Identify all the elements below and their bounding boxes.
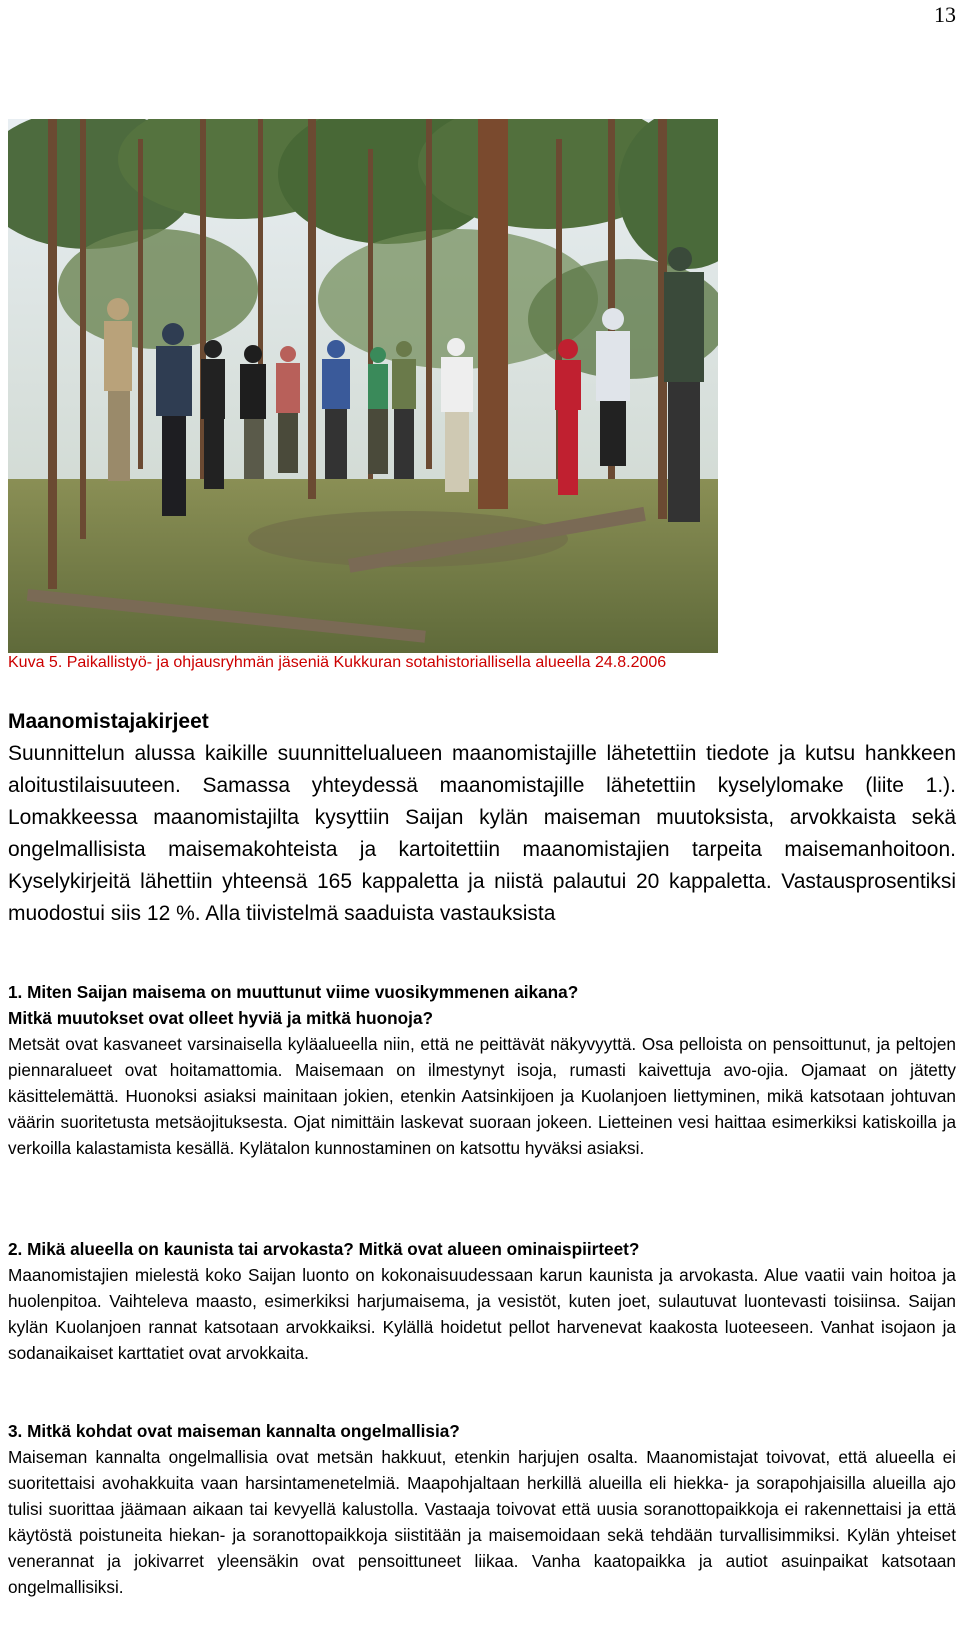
question-3: 3. Mitkä kohdat ovat maiseman kannalta ongelmallisia?: [8, 1421, 460, 1441]
question-block-2: [8, 1236, 956, 1366]
question-1-sub: Mitkä muutokset ovat olleet hyviä ja mitkä huonoja?: [8, 1008, 434, 1028]
section-heading: Maanomistajakirjeet: [8, 710, 209, 733]
question-2: 2. Mikä alueella on kaunista tai arvokasta? Mitkä ovat alueen ominaispiirteet?: [8, 1239, 640, 1259]
intro-section: [8, 706, 956, 930]
photo-illustration: [8, 119, 718, 653]
photo-caption: Kuva 5. Paikallistyö- ja ohjausryhmän jäseniä Kukkuran sotahistoriallisella alueella 24.8.2006: [8, 654, 667, 671]
question-block-3: [8, 1418, 956, 1600]
answer-2: Maanomistajien mielestä koko Saijan luonto on kokonaisuudessaan karun kaunista ja arvokasta. Alue vaatii vain hoitoa ja huolenpitoa. Vaihteleva maasto, esimerkiksi harjumaisema, ja vesistöt, kuten joet, sulautuvat luontevasti toisiinsa. Saijan kylän Kuolanjoen rannat katsotaan arvokkaiksi. Kylällä hoidetut pellot harvenevat kaakosta luoteeseen. Vanhat isojaon ja sodanaikaiset karttatiet ovat arvokkaita.: [8, 1265, 956, 1363]
forest-group-photo: [8, 119, 718, 653]
intro-paragraph: Suunnittelun alussa kaikille suunnittelualueen maanomistajille lähetettiin tiedote ja kutsu hankkeen aloitustilaisuuteen. Samassa yhteydessä maanomistajille lähetettiin kyselylomake (liite 1.). Lomakkeessa maanomistajilta kysyttiin Saijan kylän maiseman muutoksista, arvokkaista sekä ongelmallisista maisemakohteista ja kartoitettiin maanomistajien tarpeita maisemanhoitoon. Kyselykirjeitä lähettiin yhteensä 165 kappaletta ja niistä palautui 20 kappaletta. Vastausprosentiksi muodostui siis 12 %. Alla tiivistelmä saaduista vastauksista: [8, 742, 956, 925]
question-block-1: [8, 979, 956, 1161]
answer-3: Maiseman kannalta ongelmallisia ovat metsän hakkuut, etenkin harjujen osalta. Maanomistajat toivovat, että alueella ei suoritettaisi avohakkuita vaan harsintamenetelmiä. Maapohjaltaan herkillä alueilla eli hiekka- ja sorapohjaisilla alueilla ajo tulisi suorittaa jäämaan aikaan tai kevyellä kalustolla. Vastaaja toivovat että uusia soranottopaikkoja ei rakennettaisi ja että käytöstä poistuneita hiekan- ja soranottopaikkoja siistitään ja maisemoidaan sekä tehdään turvallisimmiksi. Kylän yhteiset venerannat ja jokivarret yleensäkin ovat pensoittuneet liikaa. Vanha kaatopaikka ja autiot asuinpaikat katsotaan ongelmallisiksi.: [8, 1447, 956, 1597]
answer-1: Metsät ovat kasvaneet varsinaisella kyläalueella niin, että ne peittävät näkyvyyttä. Osa pelloista on pensoittunut, ja peltojen piennaralueet ovat hoitamattomia. Maisemaan on ilmestynyt isoja, rumasti kaivettuja avo-ojia. Ojamaat on jätetty käsittelemättä. Huonoksi asiaksi mainitaan jokien, etenkin Aatsinkijoen ja Kuolanjoen liettyminen, mikä katsotaan johtuvan väärin suoritetusta metsäojituksesta. Ojat nimittäin laskevat suoraan jokeen. Lietteinen vesi haittaa esimerkiksi katiskoilla ja verkoilla kalastamista kesällä. Kylätalon kunnostaminen on katsottu hyväksi asiaksi.: [8, 1034, 956, 1158]
question-1: 1. Miten Saijan maisema on muuttunut viime vuosikymmenen aikana?: [8, 982, 579, 1002]
page-number: 13: [934, 2, 956, 27]
